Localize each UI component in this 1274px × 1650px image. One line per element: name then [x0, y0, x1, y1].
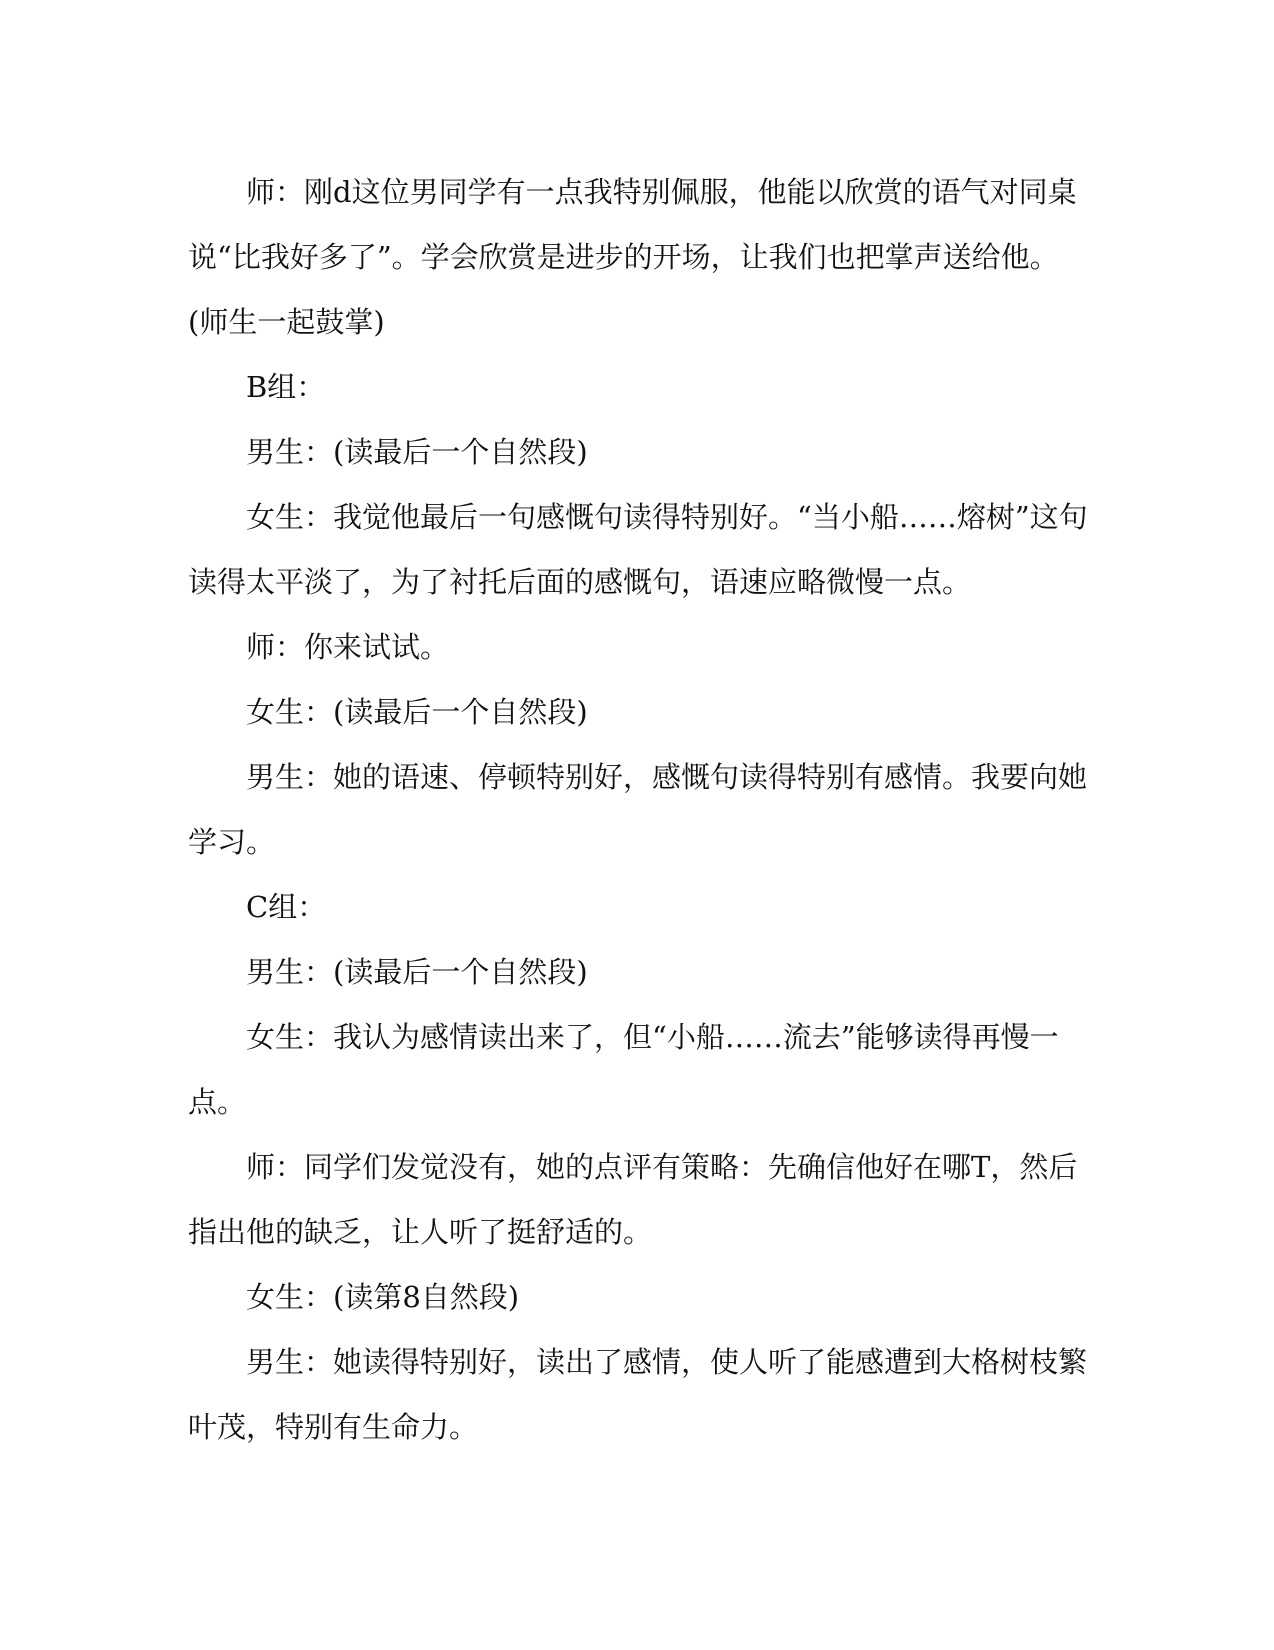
paragraph-girl-comment: 女生：我觉他最后一句感慨句读得特别好。“当小船……熔树”这句读得太平淡了，为了衬托后面的感慨句，语速应略微慢一点。: [188, 500, 1088, 599]
paragraph-boy-comment-final: 男生：她读得特别好，读出了感情，使人听了能感遭到大格树枝繁叶茂，特别有生命力。: [188, 1345, 1088, 1444]
paragraph-teacher-try: 师：你来试试。: [246, 630, 450, 664]
paragraph-boy-comment: 男生：她的语速、停顿特别好，感慨句读得特别有感情。我要向她学习。: [188, 760, 1088, 859]
paragraph-girl-reads-8: 女生：(读第8自然段): [246, 1280, 520, 1314]
paragraph-girl-reads: 女生：(读最后一个自然段): [246, 695, 588, 729]
paragraph-teacher-praise: 师：刚d这位男同学有一点我特别佩服，他能以欣赏的语气对同桌说“比我好多了”。学会欣赏是进步的开场，让我们也把掌声送给他。(师生一起鼓掌): [188, 175, 1077, 339]
paragraph-girl-comment-c: 女生：我认为感情读出来了，但“小船……流去”能够读得再慢一点。: [188, 1020, 1059, 1119]
paragraph-group-b-heading: B组：: [246, 370, 326, 404]
paragraph-boy-reads: 男生：(读最后一个自然段): [246, 435, 588, 469]
paragraph-group-c-heading: C组：: [246, 890, 327, 924]
paragraph-boy-reads-c: 男生：(读最后一个自然段): [246, 955, 588, 989]
document-body: [188, 160, 1088, 1460]
paragraph-teacher-strategy: 师：同学们发觉没有，她的点评有策略：先确信他好在哪T，然后指出他的缺乏，让人听了挺舒适的。: [188, 1150, 1078, 1249]
